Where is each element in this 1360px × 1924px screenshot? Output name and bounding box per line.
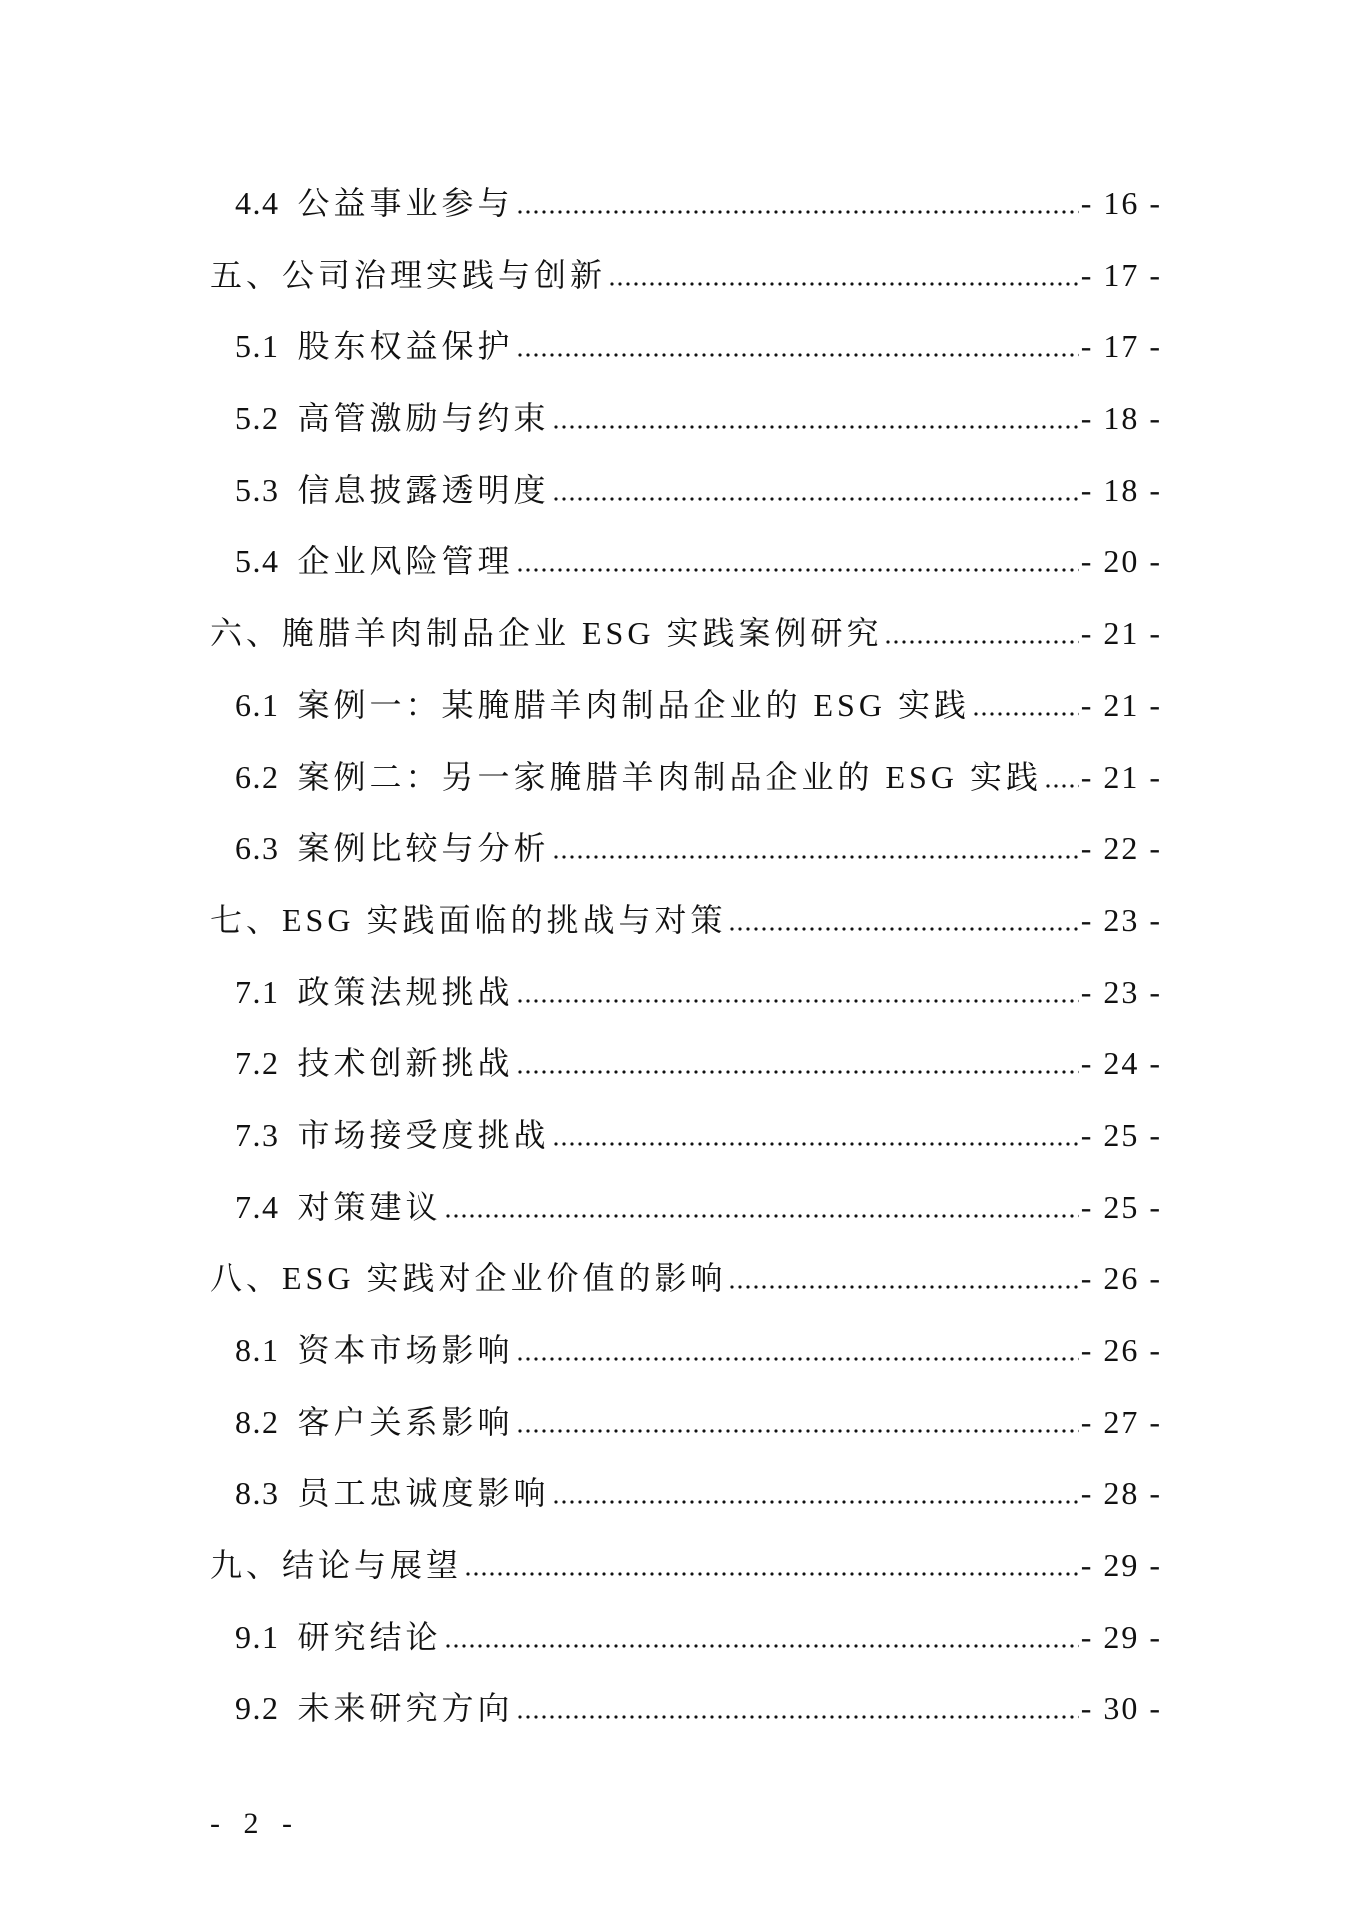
toc-entry-title: 高管激励与约束	[297, 400, 550, 437]
dot-leader	[516, 1315, 1079, 1387]
dot-leader	[516, 311, 1079, 383]
toc-chapter-entry	[0, 598, 1360, 670]
toc-entry-number: 9.1	[235, 1618, 280, 1655]
dot-leader	[444, 1172, 1079, 1244]
toc-entry-title: 九、结论与展望	[210, 1547, 463, 1584]
dot-leader	[516, 168, 1079, 240]
page-number: - 2 -	[210, 1807, 300, 1840]
toc-entry-page: - 28 -	[1080, 1475, 1162, 1512]
dot-leader	[516, 1028, 1079, 1100]
toc-entry-page: - 23 -	[1080, 901, 1162, 938]
toc-entry-page: - 29 -	[1080, 1618, 1162, 1655]
toc-entry-title: 员工忠诚度影响	[297, 1475, 550, 1512]
toc-entry-page: - 20 -	[1080, 543, 1162, 580]
toc-entry-number: 8.3	[235, 1475, 280, 1512]
dot-leader	[516, 526, 1079, 598]
toc-entry-number: 6.3	[235, 830, 280, 867]
toc-entry-page: - 30 -	[1080, 1690, 1162, 1727]
toc-entry-number: 5.3	[235, 471, 280, 508]
toc-entry-page: - 18 -	[1080, 400, 1162, 437]
toc-chapter-entry	[0, 885, 1360, 957]
dot-leader	[884, 598, 1078, 670]
toc-entry	[0, 383, 1360, 455]
toc-entry	[0, 526, 1360, 598]
toc-entry-page: - 25 -	[1080, 1116, 1162, 1153]
toc-entry-number: 7.3	[235, 1116, 280, 1153]
toc-entry-page: - 26 -	[1080, 1260, 1162, 1297]
toc-entry	[0, 670, 1360, 742]
toc-entry	[0, 1172, 1360, 1244]
toc-entry-number: 9.2	[235, 1690, 280, 1727]
toc-entry-title: 案例一：某腌腊羊肉制品企业的 ESG 实践	[297, 686, 970, 723]
dot-leader	[552, 1100, 1079, 1172]
toc-entry-page: - 21 -	[1080, 686, 1162, 723]
toc-entry-title: 股东权益保护	[297, 328, 514, 365]
toc-entry	[0, 1458, 1360, 1530]
toc-chapter-entry	[0, 1530, 1360, 1602]
dot-leader	[608, 240, 1079, 312]
dot-leader	[552, 1458, 1079, 1530]
dot-leader	[516, 957, 1079, 1029]
toc-entry-number: 5.1	[235, 328, 280, 365]
toc-entry-title: 七、ESG 实践面临的挑战与对策	[210, 901, 727, 938]
toc-entry-page: - 23 -	[1080, 973, 1162, 1010]
dot-leader	[728, 885, 1078, 957]
toc-entry	[0, 1387, 1360, 1459]
dot-leader	[728, 1243, 1078, 1315]
toc-entry-page: - 26 -	[1080, 1332, 1162, 1368]
toc-entry-page: - 18 -	[1080, 471, 1162, 508]
toc-entry	[0, 311, 1360, 383]
toc-entry-page: - 21 -	[1080, 615, 1162, 652]
toc-entry-number: 8.1	[235, 1332, 280, 1368]
toc-entry-page: - 22 -	[1080, 830, 1162, 867]
toc-entry	[0, 957, 1360, 1029]
toc-entry-number: 8.2	[235, 1403, 280, 1440]
dot-leader	[552, 383, 1079, 455]
toc-entry-title: 客户关系影响	[297, 1403, 514, 1440]
dot-leader	[516, 1673, 1079, 1745]
toc-entry-page: - 24 -	[1080, 1045, 1162, 1082]
toc-entry-title: 研究结论	[297, 1618, 442, 1655]
toc-entry-page: - 17 -	[1080, 256, 1162, 293]
toc-entry-title: 未来研究方向	[297, 1690, 514, 1727]
toc-entry	[0, 813, 1360, 885]
dot-leader	[552, 813, 1079, 885]
toc-entry-title: 政策法规挑战	[297, 973, 514, 1010]
toc-entry	[0, 1673, 1360, 1745]
toc-entry-title: 对策建议	[297, 1188, 442, 1225]
toc-entry	[0, 742, 1360, 814]
toc-entry	[0, 168, 1360, 240]
toc-entry-page: - 27 -	[1080, 1403, 1162, 1440]
dot-leader	[1044, 742, 1079, 814]
dot-leader	[972, 670, 1079, 742]
toc-entry-page: - 16 -	[1080, 185, 1162, 221]
toc-entry-number: 6.2	[235, 758, 280, 795]
toc-entry-title: 案例比较与分析	[297, 830, 550, 867]
dot-leader	[464, 1530, 1079, 1602]
toc-entry-number: 7.4	[235, 1188, 280, 1225]
dot-leader	[552, 455, 1079, 527]
toc-entry-title: 五、公司治理实践与创新	[210, 256, 607, 293]
toc-entry-number: 5.4	[235, 543, 280, 580]
toc-entry-title: 信息披露透明度	[297, 471, 550, 508]
toc-entry-number: 7.1	[235, 973, 280, 1010]
toc-entry-title: 八、ESG 实践对企业价值的影响	[210, 1260, 727, 1297]
toc-entry	[0, 455, 1360, 527]
toc-entry-page: - 21 -	[1080, 758, 1162, 795]
toc-entry	[0, 1028, 1360, 1100]
toc-entry-title: 资本市场影响	[297, 1332, 514, 1368]
toc-entry-title: 六、腌腊羊肉制品企业 ESG 实践案例研究	[210, 615, 883, 652]
toc-entry-number: 6.1	[235, 686, 280, 723]
toc-entry-title: 企业风险管理	[297, 543, 514, 580]
toc-entry-number: 4.4	[235, 185, 280, 221]
toc-chapter-entry	[0, 1243, 1360, 1315]
dot-leader	[516, 1387, 1079, 1459]
toc-entry-title: 案例二：另一家腌腊羊肉制品企业的 ESG 实践	[297, 758, 1042, 795]
toc-entry-title: 市场接受度挑战	[297, 1116, 550, 1153]
table-of-contents	[0, 168, 1360, 1745]
toc-entry-page: - 17 -	[1080, 328, 1162, 365]
toc-entry-page: - 25 -	[1080, 1188, 1162, 1225]
toc-entry	[0, 1315, 1360, 1387]
dot-leader	[444, 1602, 1079, 1674]
toc-entry-title: 公益事业参与	[297, 185, 514, 221]
toc-entry	[0, 1100, 1360, 1172]
toc-entry-title: 技术创新挑战	[297, 1045, 514, 1082]
toc-entry-number: 7.2	[235, 1045, 280, 1082]
toc-entry-page: - 29 -	[1080, 1547, 1162, 1584]
toc-chapter-entry	[0, 240, 1360, 312]
toc-entry	[0, 1602, 1360, 1674]
toc-entry-number: 5.2	[235, 400, 280, 437]
